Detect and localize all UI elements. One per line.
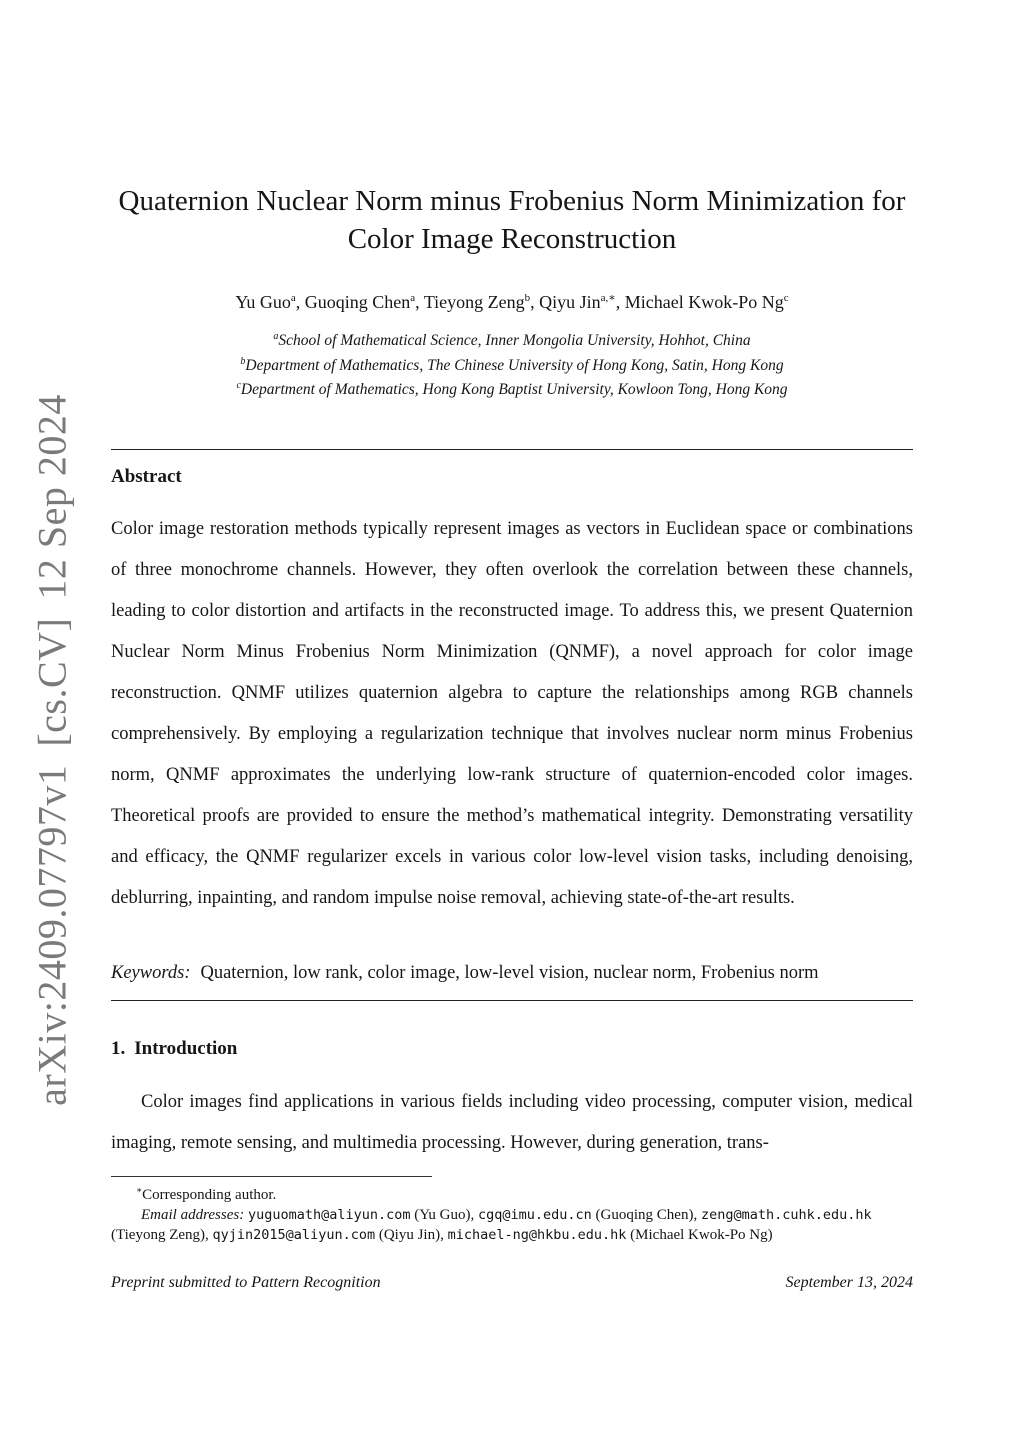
affiliation-marker: a [273, 331, 279, 342]
author [424, 292, 539, 312]
email-entry [478, 1207, 701, 1223]
arxiv-stamp [29, 394, 76, 1106]
keywords-text: Quaternion, low rank, color image, low-level vision, nuclear norm, Frobenius norm [200, 963, 819, 983]
author-separator: , [295, 292, 305, 312]
email-owner: (Michael Kwok-Po Ng) [630, 1227, 773, 1243]
author-name: Yu Guo [235, 292, 291, 312]
arxiv-id: arXiv:2409.07797v1 [29, 764, 75, 1106]
author-name: Qiyu Jin [539, 292, 601, 312]
email-separator: , [440, 1227, 448, 1243]
email-entry [248, 1207, 478, 1223]
section-heading-introduction [111, 1037, 237, 1061]
email-link[interactable]: yuguomath@aliyun.com [247, 1207, 411, 1223]
author [625, 292, 789, 312]
email-separator: , [470, 1207, 478, 1223]
email-owner: (Qiyu Jin) [378, 1227, 441, 1243]
author-separator: , [615, 292, 625, 312]
author-separator: , [530, 292, 540, 312]
author [305, 292, 424, 312]
email-list [111, 1205, 913, 1245]
affiliation [110, 376, 914, 401]
title-line-1: Quaternion Nuclear Norm minus Frobenius Norm Minimization for [118, 185, 906, 217]
corresponding-text: Corresponding author. [142, 1187, 277, 1203]
author-separator: , [415, 292, 424, 312]
footnote-rule [111, 1176, 432, 1177]
arxiv-date: 12 Sep 2024 [29, 394, 75, 600]
section-number: 1. [111, 1038, 126, 1059]
email-entry [448, 1227, 773, 1243]
author-affiliation-marker: b [524, 292, 531, 304]
author-name: Guoqing Chen [304, 292, 411, 312]
author-affiliation-marker: a [410, 292, 416, 304]
preprint-note: Preprint submitted to Pattern Recognition [111, 1274, 381, 1291]
paper-title [110, 182, 914, 258]
abstract-heading: Abstract [111, 466, 182, 487]
email-link[interactable]: michael-ng@hkbu.edu.hk [447, 1227, 627, 1243]
abstract-bottom-rule [111, 1000, 913, 1001]
affiliation-marker: c [236, 380, 241, 392]
author-name: Tieyong Zeng [423, 292, 525, 312]
affiliation [110, 327, 914, 352]
author-list [110, 286, 914, 314]
email-link[interactable]: cgq@imu.edu.cn [478, 1207, 592, 1223]
abstract-top-rule [111, 449, 913, 450]
affiliation-text: School of Mathematical Science, Inner Mongolia University, Hohhot, China [278, 332, 751, 350]
author-affiliation-marker: c [783, 292, 789, 304]
author-affiliation-marker: a,∗ [600, 292, 616, 304]
affiliation-list [110, 327, 914, 401]
title-line-2: Color Image Reconstruction [347, 223, 677, 255]
email-link[interactable]: qyjin2015@aliyun.com [212, 1227, 376, 1243]
author-affiliation-marker: a [290, 292, 296, 304]
email-label: Email addresses: [141, 1207, 245, 1223]
footnote [111, 1180, 913, 1245]
email-owner: (Guoqing Chen) [595, 1207, 694, 1223]
introduction-body: Color images find applications in various fields including video processing, computer vision, medical imaging, remote sensing, and multimedia processing. However, during generation, trans- [111, 1092, 913, 1153]
author [539, 292, 625, 312]
email-link[interactable]: zeng@math.cuhk.edu.hk [700, 1207, 872, 1223]
preprint-date: September 13, 2024 [785, 1274, 913, 1291]
corresponding-note [111, 1180, 913, 1205]
email-entry [213, 1227, 448, 1243]
affiliation-marker: b [240, 355, 246, 367]
author [235, 292, 304, 312]
affiliation-text: Department of Mathematics, The Chinese University of Hong Kong, Satin, Hong Kong [245, 356, 784, 374]
keywords [111, 961, 913, 985]
affiliation [110, 352, 914, 377]
footnote-marker: ∗ [136, 1185, 143, 1195]
email-owner: (Yu Guo) [414, 1207, 471, 1223]
keywords-label: Keywords: [111, 963, 191, 983]
arxiv-category: [cs.CV] [29, 617, 75, 747]
email-separator: , [205, 1227, 213, 1243]
author-name: Michael Kwok-Po Ng [624, 292, 784, 312]
email-separator: , [693, 1207, 701, 1223]
abstract-body: Color image restoration methods typically represent images as vectors in Euclidean space or combinations of three monochrome channels. However, they often overlook the correlation between these channels, leading to color distortion and artifacts in the reconstructed image. To address this, we present Quaternion Nuclear Norm Minus Frobenius Norm Minimization (QNMF), a novel approach for color image reconstruction. QNMF utilizes quaternion algebra to capture the relationships among RGB channels comprehensively. By employing a regularization technique that involves nuclear norm minus Frobenius norm, QNMF approximates the underlying low-rank structure of quaternion-encoded color images. Theoretical proofs are provided to ensure the method’s mathematical integrity. Demonstrating versatility and efficacy, the QNMF regularizer excels in various color low-level vision tasks, including denoising, deblurring, inpainting, and random impulse noise removal, achieving state-of-the-art results. [111, 519, 913, 908]
email-owner: (Tieyong Zeng) [111, 1227, 206, 1243]
affiliation-text: Department of Mathematics, Hong Kong Baptist University, Kowloon Tong, Hong Kong [240, 381, 788, 399]
section-title: Introduction [134, 1038, 238, 1059]
